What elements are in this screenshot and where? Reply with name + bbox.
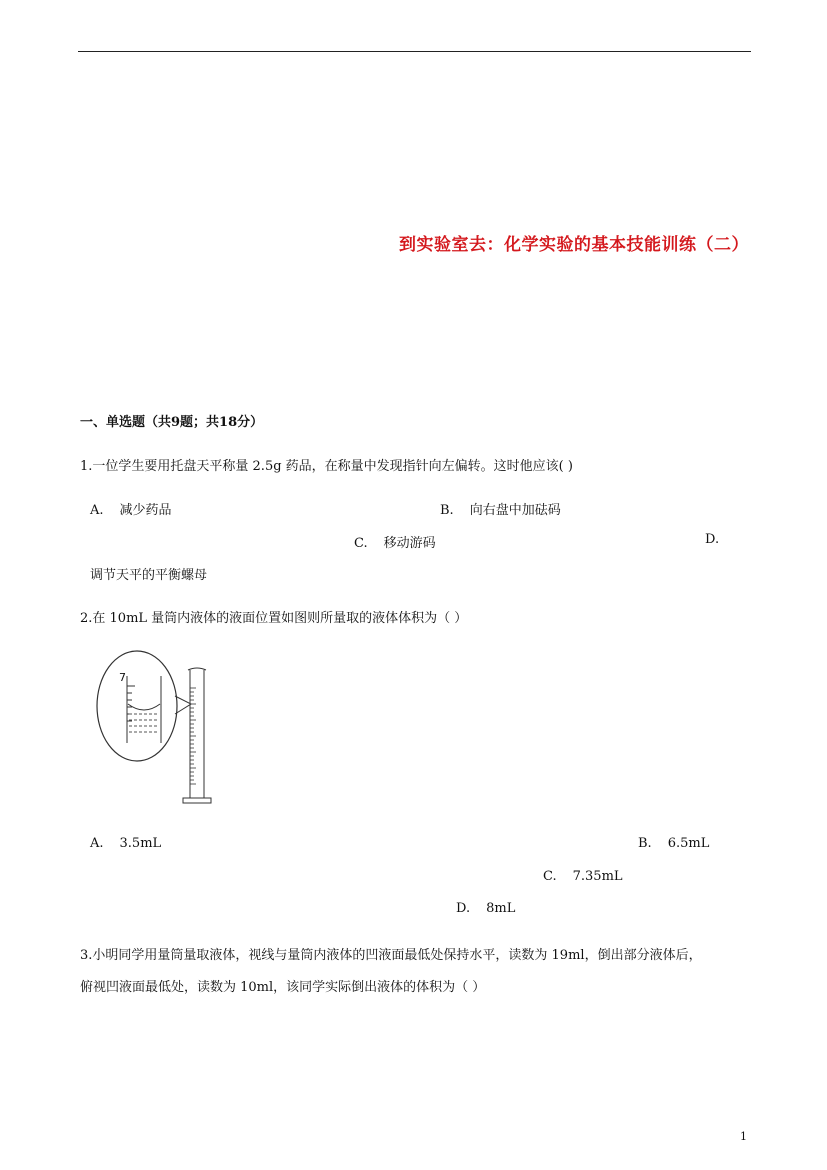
question-3-text-line-1: 3.小明同学用量筒量取液体，视线与量筒内液体的凹液面最低处保持水平，读数为 19ml，倒出部分液体后， [80, 948, 702, 963]
question-3-text-line-2: 俯视凹液面最低处，读数为 10ml，该同学实际倒出液体的体积为（ ） [80, 980, 486, 995]
option-text: 向右盘中加砝码 [469, 503, 561, 518]
graduated-cylinder-illustration [95, 648, 217, 808]
question-1-option-a [90, 499, 172, 518]
option-letter: D. [456, 901, 471, 916]
option-text: 3.5mL [119, 836, 162, 851]
option-text: 8mL [486, 901, 516, 916]
option-letter: C. [354, 536, 368, 551]
option-letter: B. [440, 503, 454, 518]
question-1-text: 1.一位学生要用托盘天平称量 2.5g 药品，在称量中发现指针向左偏转。这时他应该( ) [80, 459, 573, 474]
question-1-option-b [440, 499, 561, 518]
question-2-option-c [543, 869, 623, 884]
document-title: 到实验室去：化学实验的基本技能训练（二） [399, 235, 749, 255]
option-text: 6.5mL [667, 836, 710, 851]
option-letter: B. [638, 836, 652, 851]
option-text: 减少药品 [119, 503, 172, 518]
option-letter: C. [543, 869, 557, 884]
option-letter: A. [90, 503, 104, 518]
figure-scale-label: 7 [119, 671, 126, 684]
option-letter: A. [90, 836, 104, 851]
question-1-option-d-letter: D. [705, 532, 720, 547]
question-2-text: 2.在 10mL 量筒内液体的液面位置如图则所量取的液体体积为（ ） [80, 611, 468, 626]
graduated-cylinder-figure [95, 648, 217, 808]
question-1-option-c [354, 532, 436, 551]
question-2-option-d [456, 901, 515, 916]
question-2-option-b [638, 836, 709, 851]
question-2-option-a [90, 836, 161, 851]
question-1-option-d-text: 调节天平的平衡螺母 [90, 568, 208, 583]
section-heading: 一、单选题（共9题；共18分） [80, 415, 264, 430]
option-text: 移动游码 [383, 536, 436, 551]
option-text: 7.35mL [572, 869, 623, 884]
header-rule [78, 51, 751, 52]
page-number: 1 [740, 1130, 747, 1143]
